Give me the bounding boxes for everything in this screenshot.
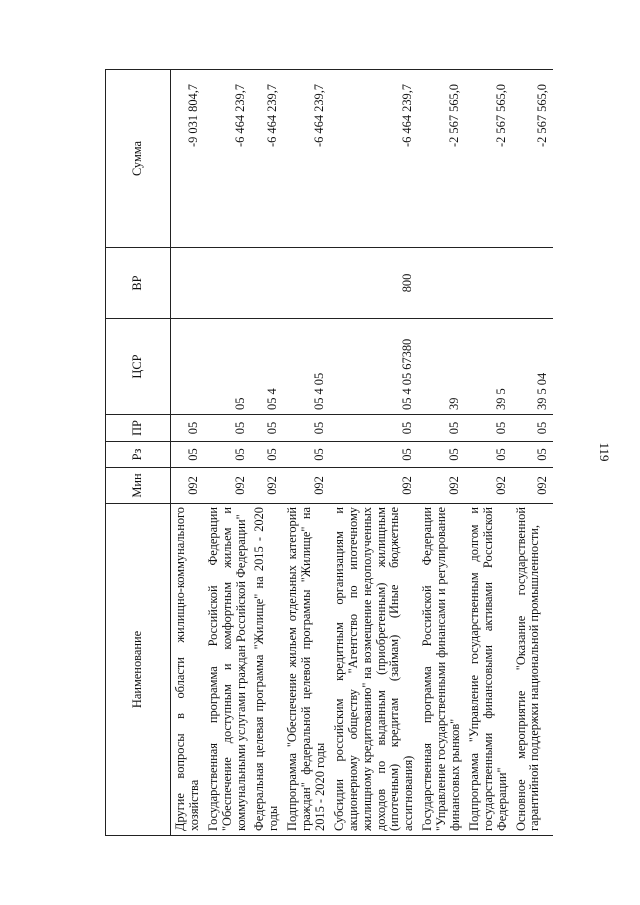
row-vr: 800 bbox=[330, 248, 418, 319]
row-sum: -9 031 804,7 bbox=[171, 70, 204, 248]
row-csr: 05 bbox=[204, 319, 251, 415]
row-name: Субсидии российским кредитным организациям и акционерному обществу "Агентство по ипотечному жилищному кредитованию" на возмещение недополученных доходов по выданным (приобретенным) жилищным (ипотечным) кредитам (займам) (Иные бюджетные ассигнования) bbox=[330, 504, 418, 836]
row-pr: 05 bbox=[283, 415, 330, 442]
row-sum: -6 464 239,7 bbox=[330, 70, 418, 248]
row-csr: 39 5 04 bbox=[512, 319, 553, 415]
row-csr: 05 4 05 67380 bbox=[330, 319, 418, 415]
row-name: Государственная программа Российской Федерации "Управление государственными финансами и регулирование финансовых рынков" bbox=[418, 504, 465, 836]
row-vr bbox=[512, 248, 553, 319]
row-rz: 05 bbox=[204, 442, 251, 468]
row-pr: 05 bbox=[171, 415, 204, 442]
table-row bbox=[250, 70, 283, 836]
row-sum: -6 464 239,7 bbox=[283, 70, 330, 248]
header-min: Мин bbox=[106, 468, 171, 504]
row-csr: 05 4 bbox=[250, 319, 283, 415]
table-row bbox=[171, 70, 204, 836]
row-min: 092 bbox=[330, 468, 418, 504]
row-csr: 05 4 05 bbox=[283, 319, 330, 415]
rotated-budget-page bbox=[105, 70, 615, 836]
table-row bbox=[512, 70, 553, 836]
row-rz: 05 bbox=[512, 442, 553, 468]
header-row bbox=[106, 70, 171, 836]
page-number: 119 bbox=[597, 442, 612, 462]
row-csr: 39 5 bbox=[465, 319, 512, 415]
table-row bbox=[465, 70, 512, 836]
row-min: 092 bbox=[418, 468, 465, 504]
table-row bbox=[204, 70, 251, 836]
row-vr bbox=[465, 248, 512, 319]
row-pr: 05 bbox=[512, 415, 553, 442]
row-name: Государственная программа Российской Федерации "Обеспечение доступным и комфортным жильем и коммунальными услугами граждан Российской Федерации" bbox=[204, 504, 251, 836]
row-pr: 05 bbox=[418, 415, 465, 442]
row-vr bbox=[418, 248, 465, 319]
row-sum: -6 464 239,7 bbox=[250, 70, 283, 248]
row-name: Федеральная целевая программа "Жилище" на 2015 - 2020 годы bbox=[250, 504, 283, 836]
row-sum: -2 567 565,0 bbox=[465, 70, 512, 248]
row-sum: -2 567 565,0 bbox=[512, 70, 553, 248]
row-pr: 05 bbox=[330, 415, 418, 442]
row-rz: 05 bbox=[283, 442, 330, 468]
header-csr: ЦСР bbox=[106, 319, 171, 415]
row-rz: 05 bbox=[250, 442, 283, 468]
header-pr: ПР bbox=[106, 415, 171, 442]
table-row bbox=[283, 70, 330, 836]
header-name: Наименование bbox=[106, 504, 171, 836]
header-vr: ВР bbox=[106, 248, 171, 319]
row-vr bbox=[250, 248, 283, 319]
row-rz: 05 bbox=[465, 442, 512, 468]
row-vr bbox=[171, 248, 204, 319]
row-sum: -2 567 565,0 bbox=[418, 70, 465, 248]
row-pr: 05 bbox=[465, 415, 512, 442]
row-pr: 05 bbox=[250, 415, 283, 442]
budget-table bbox=[105, 69, 553, 836]
row-min: 092 bbox=[171, 468, 204, 504]
row-csr: 39 bbox=[418, 319, 465, 415]
row-min: 092 bbox=[465, 468, 512, 504]
row-name: Другие вопросы в области жилищно-коммунального хозяйства bbox=[171, 504, 204, 836]
row-rz: 05 bbox=[418, 442, 465, 468]
table-row bbox=[330, 70, 418, 836]
row-csr bbox=[171, 319, 204, 415]
header-rz: Рз bbox=[106, 442, 171, 468]
row-name: Подпрограмма "Обеспечение жильем отдельных категорий граждан" федеральной целевой программы "Жилище" на 2015 - 2020 годы bbox=[283, 504, 330, 836]
row-rz: 05 bbox=[330, 442, 418, 468]
row-name: Подпрограмма "Управление государственным долгом и государственными финансовыми активами Российской Федерации" bbox=[465, 504, 512, 836]
row-pr: 05 bbox=[204, 415, 251, 442]
table-row bbox=[418, 70, 465, 836]
row-vr bbox=[283, 248, 330, 319]
row-min: 092 bbox=[204, 468, 251, 504]
row-rz: 05 bbox=[171, 442, 204, 468]
row-min: 092 bbox=[250, 468, 283, 504]
header-sum: Сумма bbox=[106, 70, 171, 248]
row-sum: -6 464 239,7 bbox=[204, 70, 251, 248]
row-vr bbox=[204, 248, 251, 319]
row-min: 092 bbox=[283, 468, 330, 504]
row-name: Основное мероприятие "Оказание государственной гарантийной поддержки национальной промышленности, bbox=[512, 504, 553, 836]
row-min: 092 bbox=[512, 468, 553, 504]
